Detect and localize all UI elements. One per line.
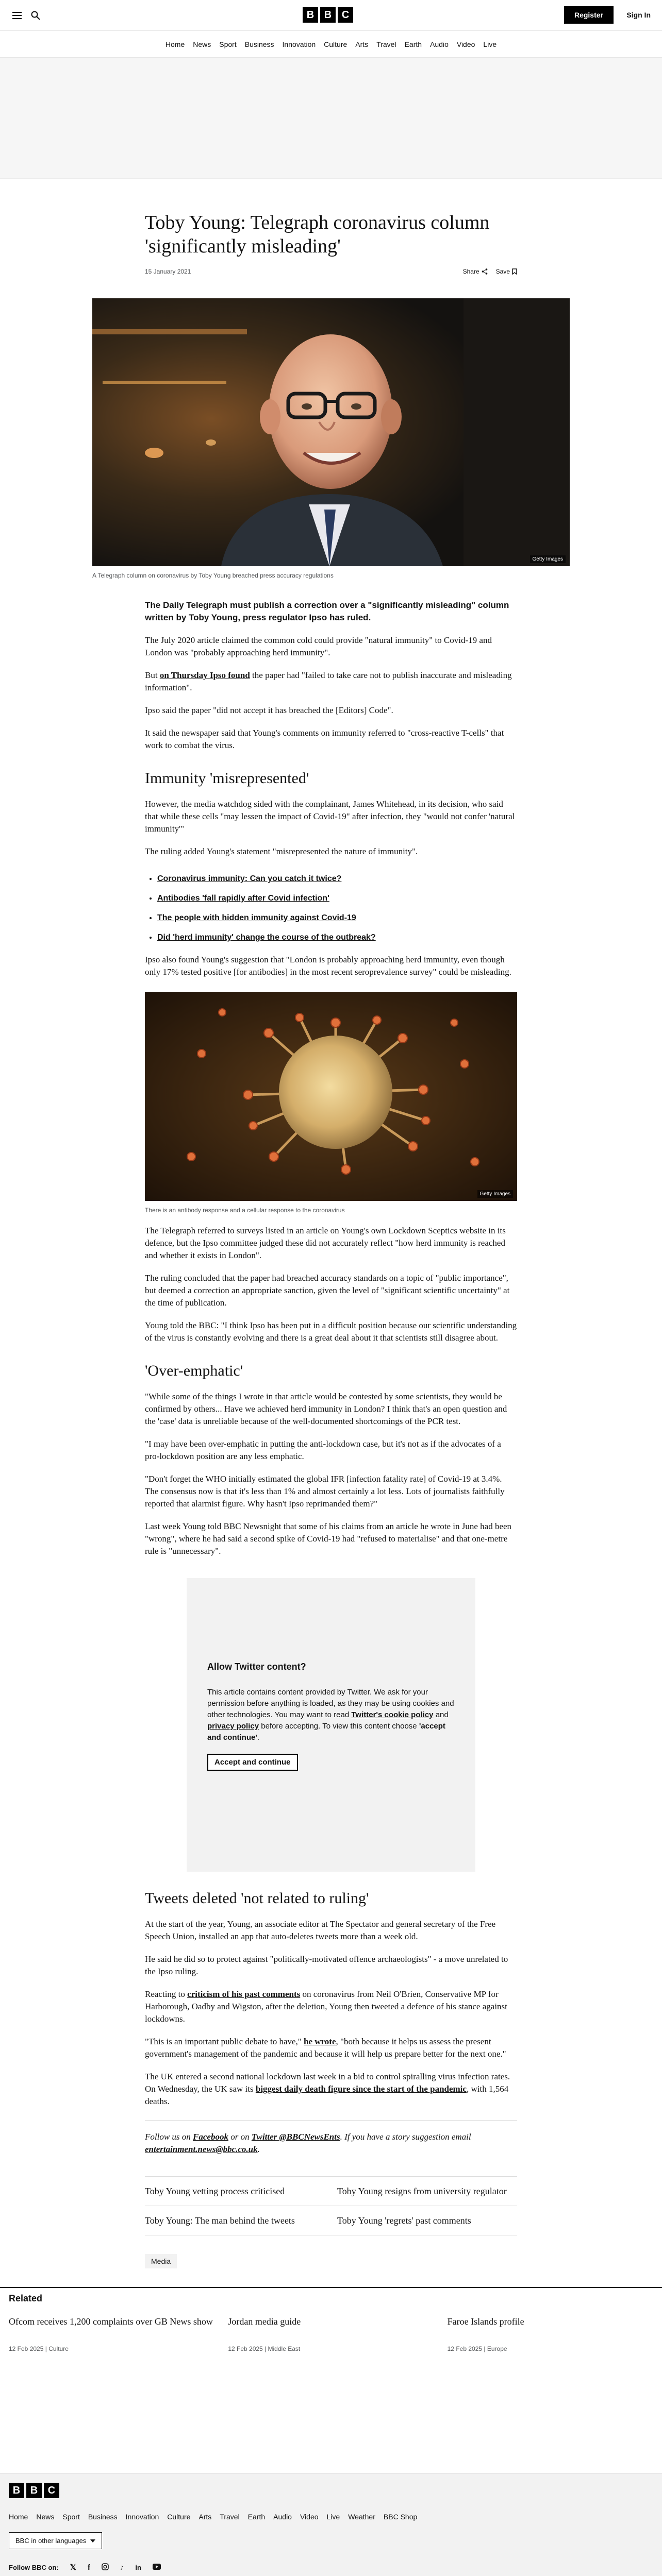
article-body (145, 599, 517, 1557)
nav-video[interactable]: Video (456, 40, 475, 48)
instagram-icon[interactable] (102, 2563, 109, 2572)
nav-home[interactable]: Home (165, 40, 185, 48)
facebook-link[interactable]: Facebook (193, 2132, 228, 2142)
list-item-link[interactable]: • The people with hidden immunity against Covid-19 (157, 912, 517, 924)
paragraph: Ipso said the paper "did not accept it has breached the [Editors] Code". (145, 705, 393, 715)
related-date: 12 Feb 2025 (9, 2345, 44, 2352)
related-section (0, 2287, 662, 2352)
text: "This is an important public debate to have," (145, 2037, 304, 2046)
virus-figure (145, 992, 517, 1214)
search-icon[interactable] (30, 10, 41, 21)
list-item-link[interactable]: • Antibodies 'fall rapidly after Covid infection' (157, 893, 517, 904)
story-link[interactable]: Toby Young vetting process criticised (145, 2186, 285, 2196)
x-icon[interactable]: 𝕏 (70, 2563, 76, 2572)
logo-letter: C (338, 7, 353, 23)
footer-nav-item[interactable]: BBC Shop (383, 2513, 418, 2521)
footer-nav-item[interactable]: Travel (220, 2513, 240, 2521)
follow-bbc (9, 2563, 653, 2572)
logo-letter: B (303, 7, 318, 23)
related-section-label: Middle East (268, 2345, 301, 2352)
nav-earth[interactable]: Earth (404, 40, 422, 48)
related-title: Faroe Islands profile (447, 2316, 524, 2327)
text: The UK entered a second national lockdown last week in a bid to control spiralling virus infection rates. On Wednesday, the UK saw its (145, 2072, 510, 2094)
text: and (433, 1710, 449, 1719)
subheading-immunity: Immunity 'misrepresented' (145, 770, 309, 787)
email-link[interactable]: entertainment.news@bbc.co.uk (145, 2144, 258, 2154)
paragraph: Last week Young told BBC Newsnight that some of his claims from an article he wrote in June had been "wrong", where he had said a second spike of Covid-19 had "refused to materialise" and that one-metre rule is "unnecessary". (145, 1521, 512, 1556)
article-body-continued (145, 1889, 517, 2268)
paragraph (145, 2071, 517, 2108)
lede-paragraph: The Daily Telegraph must publish a correction over a "significantly misleading" column written by Toby Young, press regulator Ipso has ruled. (145, 600, 509, 622)
register-button[interactable]: Register (564, 6, 614, 24)
related-card[interactable] (9, 2315, 214, 2352)
topic-tag-media[interactable]: Media (145, 2254, 177, 2268)
logo-letter: C (44, 2483, 59, 2498)
nav-news[interactable]: News (193, 40, 211, 48)
nav-arts[interactable]: Arts (355, 40, 369, 48)
other-languages-button[interactable] (9, 2532, 102, 2549)
footer-nav-item[interactable]: Live (326, 2513, 340, 2521)
related-card[interactable] (448, 2315, 653, 2352)
top-bar (0, 0, 662, 31)
footer-nav-item[interactable]: Earth (247, 2513, 266, 2521)
link-row (145, 2206, 517, 2235)
footer-nav (9, 2513, 653, 2521)
text: . (257, 1733, 260, 1742)
text: . (257, 2144, 260, 2154)
image-credit: Getty Images (530, 555, 566, 563)
text: . If you have a story suggestion email (340, 2132, 471, 2142)
paragraph: The July 2020 article claimed the common cold could provide "natural immunity" to Covid-19 and London was "probably approaching herd immunity". (145, 635, 492, 657)
figure-caption: There is an antibody response and a cellular response to the coronavirus (145, 1207, 345, 1214)
text: on coronavirus from Neil O'Brien, Conservative MP for Harborough, Oadby and Wigston, after the deletion, Young then tweeted a defence of his stance against lockdowns. (145, 1989, 507, 2024)
footer-nav-item[interactable]: Audio (273, 2513, 292, 2521)
share-icon (482, 268, 488, 275)
related-meta: 12 Feb 2025 | Culture (9, 2345, 69, 2352)
related-date: 12 Feb 2025 (228, 2345, 263, 2352)
publish-date: 15 January 2021 (145, 268, 191, 275)
paragraph: The ruling concluded that the paper had breached accuracy standards on a topic of "public importance", but deemed a correction an appropriate sanction, given the level of "significant scientific uncertainty" at the time of publication. (145, 1273, 510, 1308)
article-meta (145, 265, 517, 278)
paragraph: The ruling added Young's statement "misrepresented the nature of immunity". (145, 846, 418, 856)
related-section-label: Europe (487, 2345, 507, 2352)
footer-nav-item[interactable]: Business (88, 2513, 118, 2521)
privacy-policy-link[interactable]: privacy policy (207, 1722, 259, 1731)
criticism-link[interactable]: criticism of his past comments (187, 1989, 301, 1999)
subheading-tweets-deleted: Tweets deleted 'not related to ruling' (145, 1890, 369, 1907)
footer-nav-item[interactable]: Innovation (125, 2513, 159, 2521)
nav-audio[interactable]: Audio (430, 40, 449, 48)
story-link[interactable]: Toby Young: The man behind the tweets (145, 2215, 295, 2226)
site-footer (0, 2473, 662, 2576)
paragraph: The Telegraph referred to surveys listed in an article on Young's own Lockdown Sceptics website in its defence, but the Ipso committee judged these did not accurately reflect "how herd immunity is reached and whether it exists in London". (145, 1226, 506, 1260)
text: , with 1,564 deaths. (145, 2084, 509, 2106)
advert-slot (0, 58, 662, 179)
logo-letter: B (26, 2483, 42, 2498)
chevron-down-icon (90, 2539, 95, 2543)
sign-in-link[interactable]: Sign In (626, 11, 651, 19)
coronavirus-image (145, 992, 517, 1201)
text: the paper had "failed to take care not to publish inaccurate and misleading information". (145, 670, 512, 692)
text: , "both because it helps us assess the present government's management of the pandemic and because it will help us prepare better for the next one." (145, 2037, 506, 2059)
main-nav (0, 31, 662, 58)
related-heading: Related (9, 2293, 43, 2303)
paragraph (145, 2036, 517, 2060)
text: before accepting. To view this content choose (259, 1722, 419, 1731)
follow-us-paragraph (145, 2120, 517, 2156)
nav-innovation[interactable]: Innovation (282, 40, 316, 48)
bookmark-icon (512, 268, 517, 275)
text: 'accept and continue' (207, 1722, 445, 1742)
list-item-link[interactable]: • Did 'herd immunity' change the course of the outbreak? (157, 932, 517, 943)
twitter-consent-text (207, 1687, 455, 1743)
death-figure-link[interactable]: biggest daily death figure since the start of the pandemic (255, 2084, 467, 2094)
bbc-logo[interactable] (303, 7, 353, 23)
share-button[interactable] (463, 268, 488, 275)
paragraph: "While some of the things I wrote in that article would be contested by some scientists, they would be confirmed by others... Have we achieved herd immunity in London? I think that's an open question and the 'case' data is unreliable because of the well-documented shortcomings of the PCR test. (145, 1392, 507, 1426)
twitter-cookie-policy-link[interactable]: Twitter's cookie policy (351, 1710, 434, 1719)
text: But (145, 670, 160, 680)
subheading-over-emphatic: 'Over-emphatic' (145, 1362, 243, 1379)
twitter-link[interactable]: Twitter @BBCNewsEnts (251, 2132, 340, 2142)
footer-nav-item[interactable]: Video (300, 2513, 319, 2521)
related-links-list (157, 873, 517, 943)
paragraph: Ipso also found Young's suggestion that "London is probably approaching herd immunity, even though only 17% tested positive [for antibodies] in the most recent seroprevalence survey" could be misleading. (145, 955, 511, 977)
save-button[interactable] (496, 268, 517, 275)
footer-nav-item[interactable]: Weather (348, 2513, 375, 2521)
ipso-ruling-link[interactable]: on Thursday Ipso found (159, 670, 250, 680)
paragraph: "I may have been over-emphatic in putting the anti-lockdown case, but it's not as if the advocates of a pro-lockdown position are any less emphatic. (145, 1439, 501, 1461)
paragraph (145, 1988, 517, 2025)
paragraph: However, the media watchdog sided with the complainant, James Whitehead, in its decision, who said that while these cells "may lessen the impact of Covid-19" after infection, they "would not confer 'natural immunity'" (145, 799, 515, 834)
footer-nav-item[interactable]: Culture (167, 2513, 191, 2521)
text: or on (228, 2132, 252, 2142)
paragraph: "Don't forget the WHO initially estimated the global IFR [infection fatality rate] of Covid-19 at 3.4%. The consensus now is that it's less than 1% and almost certainly a lot less. Lots of journalists faithfully reported that alarmist figure. Why hasn't Ipso reprimanded them?" (145, 1474, 505, 1509)
text: Reacting to (145, 1989, 188, 1999)
share-label: Share (462, 268, 479, 275)
follow-label: Follow BBC on: (9, 2563, 59, 2571)
related-title: Jordan media guide (228, 2316, 301, 2327)
linkedin-icon[interactable]: in (135, 2563, 141, 2571)
he-wrote-link[interactable]: he wrote (304, 2037, 336, 2046)
accept-and-continue-button[interactable]: Accept and continue (207, 1754, 298, 1771)
nav-business[interactable]: Business (244, 40, 274, 48)
related-card[interactable] (228, 2315, 434, 2352)
text: This article contains content provided by Twitter. We ask for your permission before anything is loaded, as they may be using cookies and other technologies. You may want to read (207, 1688, 454, 1719)
page-title: Toby Young: Telegraph coronavirus column 'significantly misleading' (145, 212, 490, 257)
twitter-consent-title: Allow Twitter content? (207, 1662, 306, 1672)
footer-nav-item[interactable]: Sport (62, 2513, 80, 2521)
paragraph (145, 669, 517, 694)
related-date: 12 Feb 2025 (447, 2345, 483, 2352)
link-row (145, 2177, 517, 2206)
nav-travel[interactable]: Travel (376, 40, 396, 48)
footer-nav-item[interactable]: Arts (198, 2513, 212, 2521)
facebook-icon[interactable]: f (87, 2563, 90, 2572)
hero-figure (92, 298, 570, 580)
nav-sport[interactable]: Sport (219, 40, 237, 48)
text: Follow us on (145, 2132, 193, 2142)
more-on-story (145, 2176, 517, 2235)
related-meta: 12 Feb 2025 | Europe (447, 2345, 507, 2352)
related-section-label: Culture (48, 2345, 69, 2352)
list-item-link[interactable]: • Coronavirus immunity: Can you catch it twice? (157, 873, 517, 885)
related-title: Ofcom receives 1,200 complaints over GB News show (9, 2316, 213, 2327)
story-link[interactable]: Toby Young 'regrets' past comments (337, 2215, 471, 2226)
hero-image-toby-young (92, 298, 570, 566)
paragraph: At the start of the year, Young, an associate editor at The Spectator and general secretary of the Free Speech Union, installed an app that auto-deletes tweets more than a week old. (145, 1919, 496, 1941)
other-languages-label: BBC in other languages (15, 2537, 87, 2545)
footer-bbc-logo[interactable] (9, 2483, 653, 2498)
menu-icon[interactable] (11, 10, 23, 21)
paragraph: It said the newspaper said that Young's comments on immunity referred to "cross-reactive T-cells" that work to combat the virus. (145, 728, 504, 750)
story-link[interactable]: Toby Young resigns from university regulator (337, 2186, 507, 2196)
footer-nav-item[interactable]: News (36, 2513, 55, 2521)
hero-caption: A Telegraph column on coronavirus by Toby Young breached press accuracy regulations (92, 572, 334, 579)
image-credit: Getty Images (477, 1190, 513, 1198)
nav-culture[interactable]: Culture (324, 40, 347, 48)
logo-letter: B (9, 2483, 24, 2498)
paragraph: Young told the BBC: "I think Ipso has been put in a difficult position because our scientific understanding of the virus is constantly evolving and there is a great deal about it that scientists still disagree about. (145, 1320, 517, 1343)
paragraph: He said he did so to protect against "politically-motivated offence archaeologists" - a move unrelated to the Ipso ruling. (145, 1954, 508, 1976)
related-meta: 12 Feb 2025 | Middle East (228, 2345, 301, 2352)
nav-live[interactable]: Live (483, 40, 497, 48)
save-label: Save (495, 268, 510, 275)
youtube-icon[interactable] (153, 2564, 161, 2571)
tiktok-icon[interactable]: ♪ (120, 2563, 124, 2572)
twitter-consent-panel (187, 1578, 475, 1872)
footer-nav-item[interactable]: Home (9, 2513, 28, 2521)
logo-letter: B (320, 7, 336, 23)
article (145, 211, 517, 278)
